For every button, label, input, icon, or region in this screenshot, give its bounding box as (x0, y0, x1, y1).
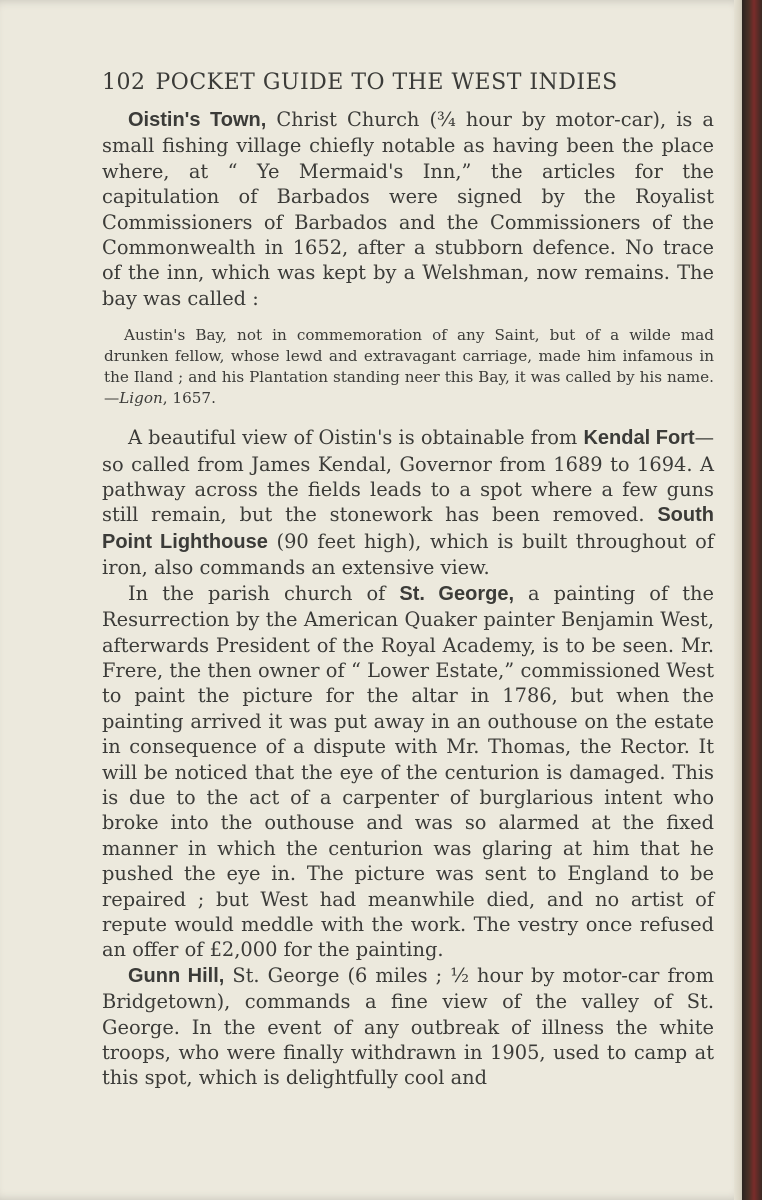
paragraph-kendal-a: A beautiful view of Oistin's is obtainable from (128, 426, 584, 450)
paragraph-kendal-c: (90 feet high), which is built throughout of iron, also commands an extensive view. (102, 529, 715, 580)
paragraph-oistins-town (102, 107, 714, 311)
quotation-text: Austin's Bay, not in commemoration of any Saint, but of a wilde mad drunken fellow, whose lewd and extravagant carriage, made him infamous in the Iland ; and his Plantation standing neer this Bay, it was called by his name.— (104, 326, 714, 408)
paragraph-oistins-text: Christ Church (¾ hour by motor-car), is a small fishing village chiefly notable as having been the place where, at “ Ye Mermaid's Inn,” the articles for the capitulation of Barbados were signed by the Royalist Commissioners of Barbados and the Commissioners of the Commonwealth in 1652, after a stubborn defence. No trace of the inn, which was kept by a Welshman, now remains. The bay was called : (102, 108, 714, 310)
heading-st-george: St. George, (399, 582, 514, 605)
heading-south-point-lighthouse: South Point Lighthouse (102, 504, 714, 553)
heading-gunn-hill: Gunn Hill, (128, 964, 225, 987)
paragraph-st-george-b: a painting of the Resurrection by the American Quaker painter Benjamin West, afterwards President of the Royal Academy, is to be seen. Mr. Frere, the then owner of “ Lower Estate,” commissioned West to paint the picture for the altar in 1786, but when the painting arrived it was put away in an outhouse on the estate in consequence of a dispute with Mr. Thomas, the Rector. It will be noticed that the eye of the centurion is damaged. This is due to the act of a carpenter of burglarious intent who broke into the outhouse and was so alarmed at the fixed manner in which the centurion was glaring at him that he pushed the eye in. The picture was sent to England to be repaired ; but West had meanwhile died, and no artist of repute would meddle with the work. The vestry once refused an offer of £2,000 for the painting. (102, 581, 714, 962)
heading-oistins-town: Oistin's Town, (128, 109, 267, 131)
book-spine (742, 0, 762, 1200)
running-head (102, 70, 714, 95)
page-content (102, 70, 714, 1091)
heading-kendal-fort: Kendal Fort (583, 427, 695, 450)
paragraph-st-george-a: In the parish church of (128, 581, 400, 605)
quotation-year: , 1657. (162, 389, 216, 408)
quotation-source: Ligon (119, 389, 163, 408)
paragraph-gunn-hill-text: St. George (6 miles ; ½ hour by motor-car from Bridgetown), commands a fine view of the valley of St. George. In the event of any outbreak of illness the white troops, who were finally withdrawn in 1905, used to camp at this spot, which is delightfully cool and (102, 963, 715, 1090)
book-title: POCKET GUIDE TO THE WEST INDIES (155, 70, 618, 95)
paragraph-gunn-hill (102, 963, 714, 1091)
paragraph-st-george (102, 581, 714, 963)
paragraph-kendal-b: —so called from James Kendal, Governor from 1689 to 1694. A pathway across the fields leads to a spot where a few guns still remain, but the stonework has been removed. (102, 426, 714, 527)
paragraph-kendal-fort (102, 425, 714, 580)
ligon-quotation (102, 325, 714, 409)
page-number: 102 (102, 70, 146, 95)
